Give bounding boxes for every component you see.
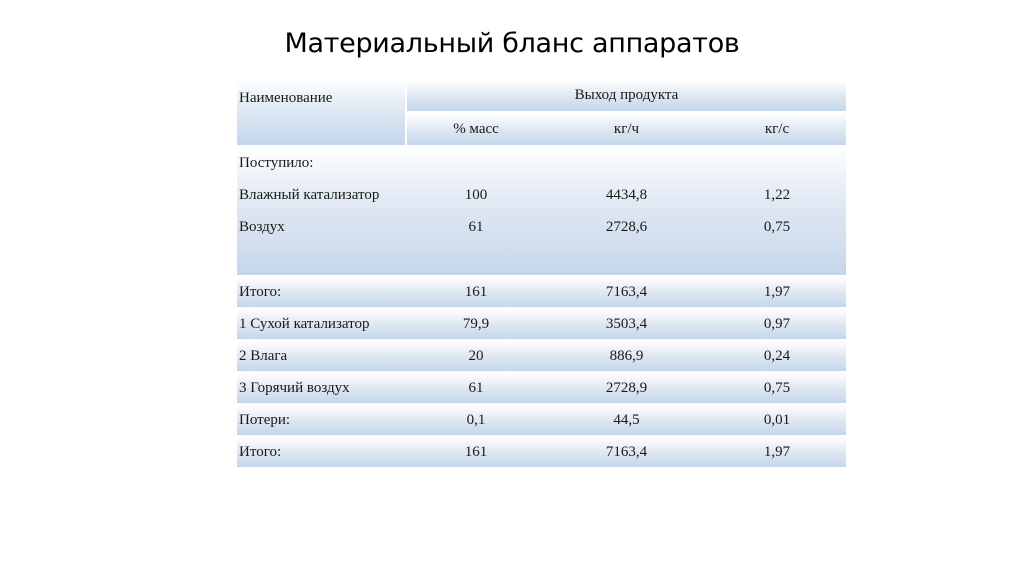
row-kgh: 7163,4 <box>545 277 708 309</box>
row-mass: 79,9 <box>407 309 545 341</box>
row-kgh: 2728,9 <box>545 373 708 405</box>
incoming-row-mass: 61 <box>468 219 484 235</box>
incoming-mass <box>407 147 545 277</box>
incoming-row-kgs: 1,22 <box>763 187 791 203</box>
row-mass: 20 <box>407 341 545 373</box>
row-mass: 61 <box>407 373 545 405</box>
header-kgs: кг/с <box>708 113 846 147</box>
row-name: Итого: <box>237 277 407 309</box>
row-kgs: 1,97 <box>708 437 846 467</box>
incoming-kgh <box>545 147 708 277</box>
incoming-row-kgs: 0,75 <box>763 219 791 235</box>
row-kgh: 7163,4 <box>545 437 708 467</box>
row-kgs: 0,24 <box>708 341 846 373</box>
row-name: 2 Влага <box>237 341 407 373</box>
incoming-kgs <box>708 147 846 277</box>
row-kgs: 0,75 <box>708 373 846 405</box>
material-balance-table <box>237 80 846 467</box>
header-group: Выход продукта <box>407 80 846 113</box>
row-kgh: 44,5 <box>545 405 708 437</box>
row-name: Итого: <box>237 437 407 467</box>
incoming-row-name: Воздух <box>239 219 285 235</box>
row-name: 3 Горячий воздух <box>237 373 407 405</box>
row-kgs: 0,97 <box>708 309 846 341</box>
row-mass: 161 <box>407 437 545 467</box>
incoming-row-mass: 100 <box>464 187 488 203</box>
table-row <box>237 405 846 437</box>
header-mass: % масс <box>407 113 545 147</box>
incoming-row-kgh: 2728,6 <box>605 219 648 235</box>
table-row <box>237 277 846 309</box>
row-kgs: 0,01 <box>708 405 846 437</box>
incoming-row-kgh: 4434,8 <box>605 187 648 203</box>
header-name: Наименование <box>237 80 407 147</box>
slide-title: Материальный бланс аппаратов <box>284 28 740 59</box>
header-kgh: кг/ч <box>545 113 708 147</box>
incoming-label: Поступило: <box>239 155 314 171</box>
table-row <box>237 373 846 405</box>
row-kgh: 3503,4 <box>545 309 708 341</box>
table-row <box>237 341 846 373</box>
table-row <box>237 309 846 341</box>
row-mass: 161 <box>407 277 545 309</box>
incoming-row-name: Влажный катализатор <box>239 187 380 203</box>
incoming-names <box>237 147 407 277</box>
row-kgh: 886,9 <box>545 341 708 373</box>
row-kgs: 1,97 <box>708 277 846 309</box>
row-name: Потери: <box>237 405 407 437</box>
row-mass: 0,1 <box>407 405 545 437</box>
row-name: 1 Сухой катализатор <box>237 309 407 341</box>
table-row <box>237 437 846 467</box>
